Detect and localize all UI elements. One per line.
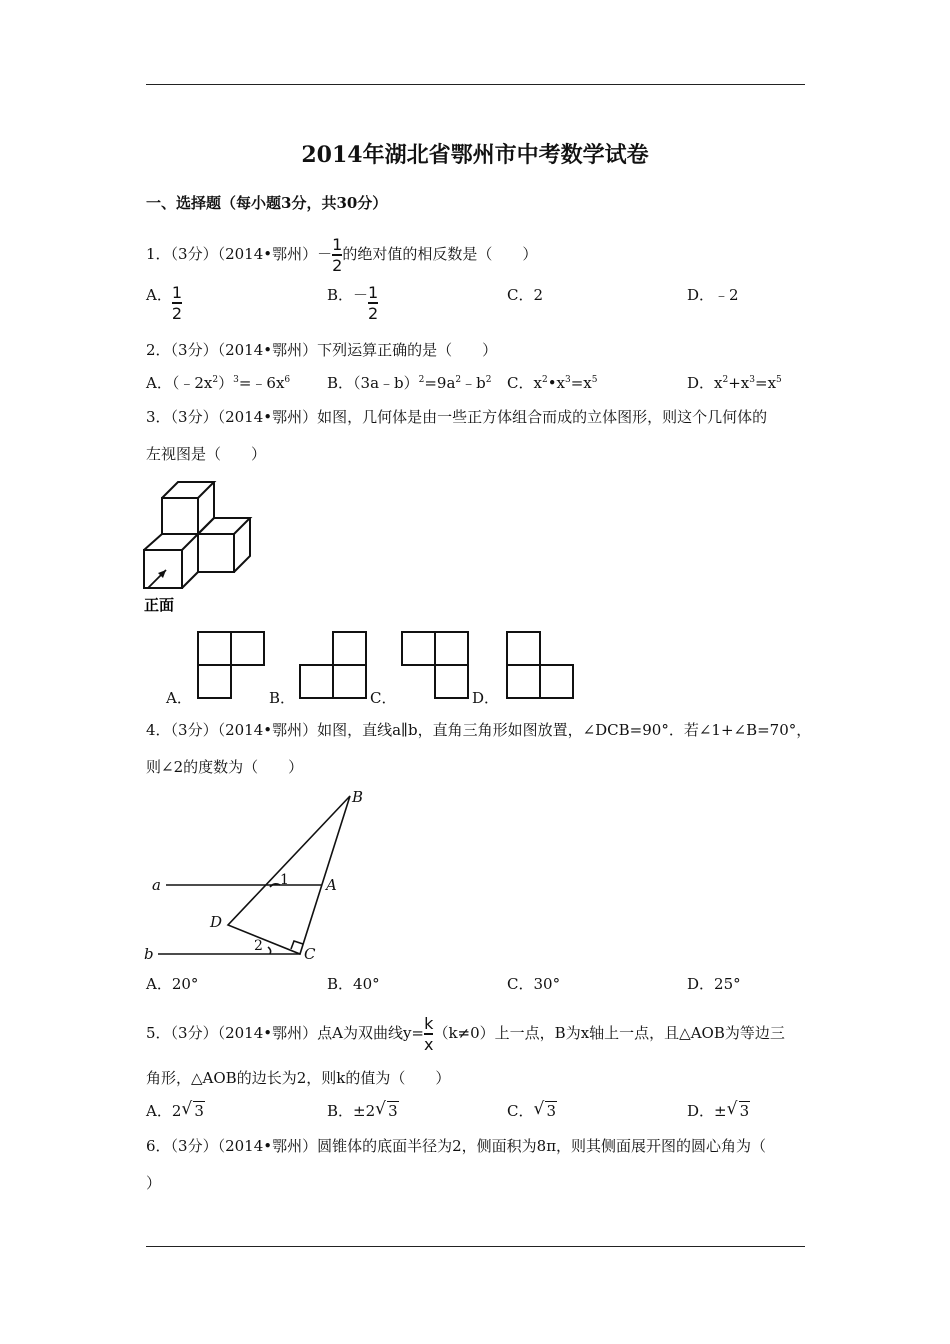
q1-option-d[interactable]: D．﹣2	[687, 286, 739, 304]
label-angle-1: 1	[280, 872, 289, 888]
section-heading: 一、选择题（每小题3分，共30分）	[146, 194, 388, 212]
q4-option-d[interactable]: D．25°	[687, 975, 741, 993]
q3-option-b[interactable]: B．	[269, 689, 296, 707]
q5-option-d[interactable]: D．± √ 3	[687, 1099, 750, 1120]
q4-option-a[interactable]: A．20°	[146, 975, 199, 993]
question-6-stem-line1: 6．（3分）（2014•鄂州）圆锥体的底面半径为2，侧面积为8π，则其侧面展开图的圆心角为（	[146, 1137, 767, 1155]
q2-option-c[interactable]: C．$x^2•x^3=x^5$	[507, 374, 598, 392]
label-B: B	[352, 788, 364, 806]
q4-triangle-figure	[140, 786, 380, 966]
question-3-stem-line2: 左视图是（ ）	[146, 445, 267, 463]
q2-option-d[interactable]: D．$x^2+x^3=x^5$	[687, 374, 782, 392]
label-angle-2: 2	[254, 938, 263, 954]
label-A: A	[326, 876, 337, 894]
q5-option-b[interactable]: B．±2 √ 3	[327, 1099, 398, 1120]
q2-option-b[interactable]: B．$(3a﹣b)^2=9a^2﹣b^2$	[327, 374, 492, 392]
page-title: 2014年湖北省鄂州市中考数学试卷	[301, 142, 649, 168]
question-5-stem-line2: 角形，△AOB的边长为2，则k的值为（ ）	[146, 1069, 451, 1087]
question-5-stem-line1: 5．（3分）（2014•鄂州）点A为双曲线y= $\frac{k}{x}$ （k≠0）上一点，B为x轴上一点，且△AOB为等边三	[146, 1014, 785, 1054]
question-4-stem-line2: 则∠2的度数为（ ）	[146, 758, 304, 776]
question-2-stem: 2．（3分）（2014•鄂州）下列运算正确的是（ ）	[146, 341, 498, 359]
q3-option-d-figure	[505, 630, 575, 700]
top-rule	[146, 84, 805, 85]
q3-option-a[interactable]: A．	[166, 689, 192, 707]
q3-option-b-figure	[298, 630, 368, 700]
q3-option-a-figure	[196, 630, 266, 700]
question-6-stem-line2: ）	[146, 1174, 162, 1192]
q3-option-d[interactable]: D．	[472, 689, 500, 707]
q3-cube-figure	[140, 478, 260, 618]
label-C: C	[304, 945, 316, 963]
question-1-stem: 1．（3分）（2014•鄂州）－ $\frac{1}{2}$ 的绝对值的相反数是（ ）	[146, 235, 538, 275]
q2-option-a[interactable]: A．$(﹣2x^2)^3=﹣6x^6$	[146, 374, 291, 392]
q1-sign: －	[317, 244, 333, 263]
q3-option-c-figure	[400, 630, 470, 700]
q1-option-a[interactable]: A． $\frac{1}{2}$	[146, 283, 183, 323]
front-label: 正面	[144, 596, 175, 614]
question-4-stem-line1: 4．（3分）（2014•鄂州）如图，直线a∥b，直角三角形如图放置，∠DCB=90°．若∠1+∠B=70°，	[146, 721, 812, 739]
label-a: a	[152, 876, 161, 894]
question-3-stem-line1: 3．（3分）（2014•鄂州）如图，几何体是由一些正方体组合而成的立体图形，则这个几何体的	[146, 408, 768, 426]
q1-option-c[interactable]: C．2	[507, 286, 544, 304]
label-b: b	[144, 945, 154, 963]
label-D: D	[210, 913, 223, 931]
q1-option-b[interactable]: B．－ $\frac{1}{2}$	[327, 283, 379, 323]
q4-option-b[interactable]: B．40°	[327, 975, 380, 993]
bottom-rule	[146, 1246, 805, 1247]
q1-fraction: $\frac{1}{2}$	[332, 235, 343, 275]
q3-option-c[interactable]: C．	[370, 689, 397, 707]
q4-option-c[interactable]: C．30°	[507, 975, 561, 993]
q5-option-c[interactable]: C． √ 3	[507, 1099, 557, 1120]
q5-option-a[interactable]: A．2 √ 3	[146, 1099, 204, 1120]
